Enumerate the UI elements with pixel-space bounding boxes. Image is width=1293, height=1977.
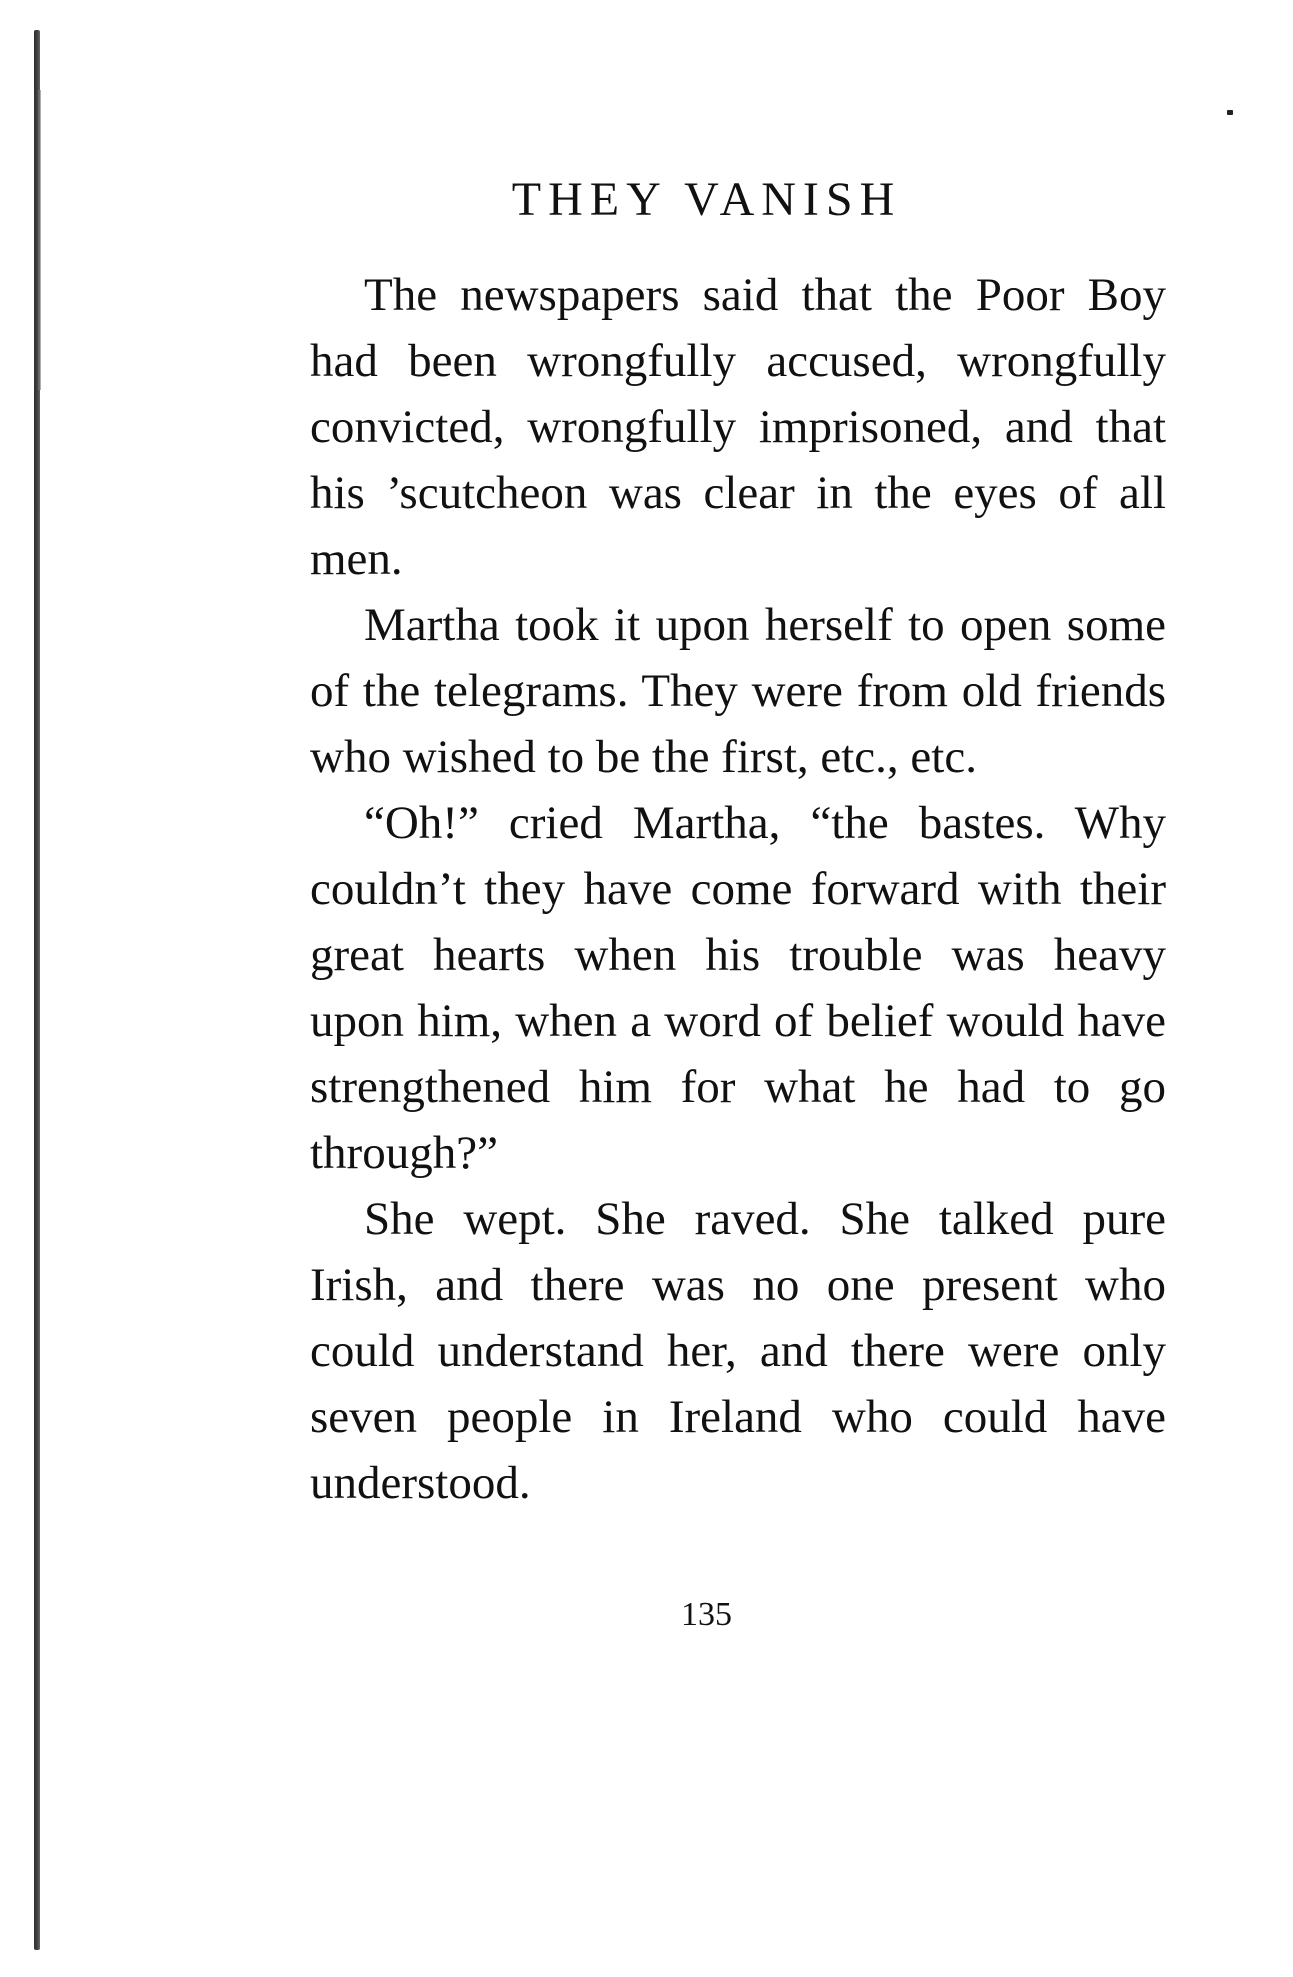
page-number: 135: [681, 1596, 732, 1633]
body-text: [310, 262, 1166, 1516]
paragraph-newspapers: The newspapers said that the Poor Boy had been wrongfully accused, wrongfully convicted, wrongfully imprisoned, and that his ’scutcheon was clear in the eyes of all men.: [310, 269, 1166, 585]
paragraph-she-wept: She wept. She raved. She talked pure Irish, and there was no one present who could understand her, and there were only seven people in Ireland who could have understood.: [310, 1193, 1166, 1509]
paragraph-martha-cries: “Oh!” cried Martha, “the bastes. Why couldn’t they have come forward with their great hearts when his trouble was heavy upon him, when a word of belief would have strengthened him for what he had to go through?”: [310, 797, 1166, 1179]
running-header: THEY VANISH: [511, 173, 902, 226]
paragraph-telegrams: Martha took it upon herself to open some of the telegrams. They were from old friends who wished to be the first, etc., etc.: [310, 599, 1166, 783]
page-binding-edge: [34, 30, 40, 1950]
print-speck: [1227, 110, 1233, 115]
